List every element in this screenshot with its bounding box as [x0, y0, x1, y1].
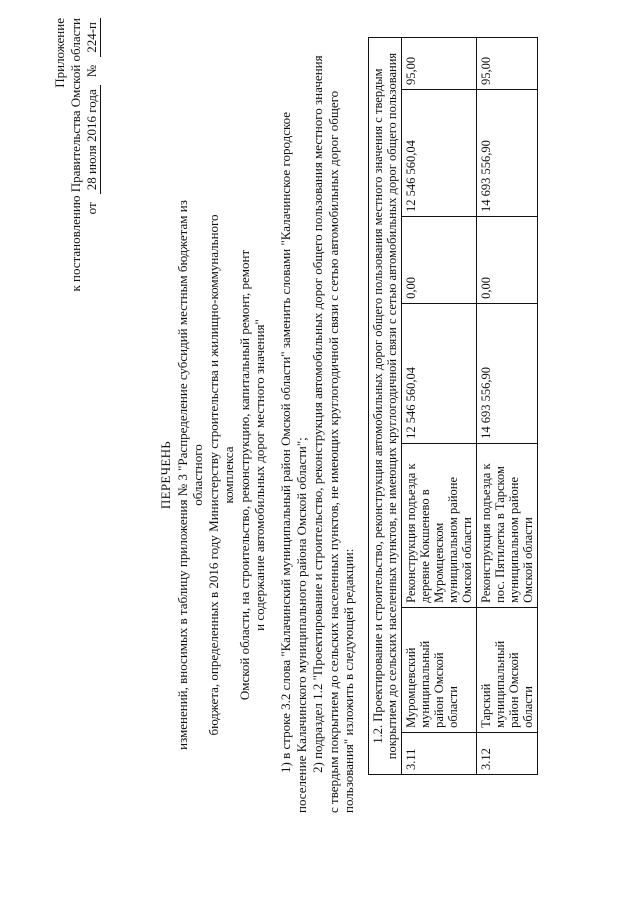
row-number: 3.12: [477, 732, 538, 774]
appendix-date-line: [84, 18, 101, 338]
section-heading: 1.2. Проектирование и строительство, реконструкция автомобильных дорог общего пользования местного значения с твердым покрытием до сельских населенных пунктов, не имеющих круглогодичной связи с сетью автомобильных дорог общего пользования: [369, 38, 402, 775]
row-total: 12 546 560,04: [402, 89, 477, 216]
row-amount: 12 546 560,04: [402, 303, 477, 443]
row-percent: 95,00: [477, 38, 538, 90]
title-heading: ПЕРЕЧЕНЬ: [158, 440, 173, 510]
title-line-1: изменений, вносимых в таблицу приложения № 3 "Распределение субсидий местным бюджетам из областного: [174, 200, 205, 750]
number-label: №: [84, 64, 99, 78]
title-line-4: и содержание автомобильных дорог местного значения": [252, 319, 267, 631]
row-percent: 95,00: [402, 38, 477, 90]
row-object: Реконструкция подъезда к деревне Кокшенево в Муромцевском муниципальном районе Омской области: [402, 443, 477, 607]
from-label: от: [84, 202, 99, 215]
row-district: Тарский муниципальный район Омской области: [477, 607, 538, 732]
document-title: [158, 195, 268, 755]
change-item-1: 1) в строке 3.2 слова "Калачинский муниципальный район Омской области" заменить словами "Калачинское городское поселение Калачинского муниципального района Омской области";: [278, 111, 309, 813]
appendix-label: Приложение: [52, 18, 67, 88]
row-total: 14 693 556,90: [477, 89, 538, 216]
row-zero: 0,00: [402, 216, 477, 303]
decree-number: 224-п: [84, 18, 101, 57]
row-object: Реконструкция подъезда к пос. Пятилетка в Тарском муниципальном районе Омской области: [477, 443, 538, 607]
table-row: [477, 38, 538, 775]
row-amount: 14 693 556,90: [477, 303, 538, 443]
title-line-2: бюджета, определенных в 2016 году Министерству строительства и жилищно-коммунального комплекса: [205, 214, 236, 736]
decree-date: 28 июля 2016 года: [84, 85, 101, 194]
change-item-2: 2) подраздел 1.2 "Проектирование и строительство, реконструкция автомобильных дорог общего пользования местного значения с твердым покрытием до сельских населенных пунктов, не имеющих круглогодичной связи с сетью автомобильных дорог общего пользования" изложить в следующей редакции:: [310, 55, 356, 813]
table-section-row: [369, 38, 402, 775]
row-zero: 0,00: [477, 216, 538, 303]
subsidy-table: [368, 37, 538, 775]
row-district: Муромцевский муниципальный район Омской области: [402, 607, 477, 732]
appendix-decree: к постановлению Правительства Омской области: [68, 18, 83, 292]
title-line-3: Омской области, на строительство, реконструкцию, капитальный ремонт, ремонт: [236, 249, 252, 701]
table-row: [402, 38, 477, 775]
row-number: 3.11: [402, 732, 477, 774]
appendix-header: [52, 18, 101, 338]
